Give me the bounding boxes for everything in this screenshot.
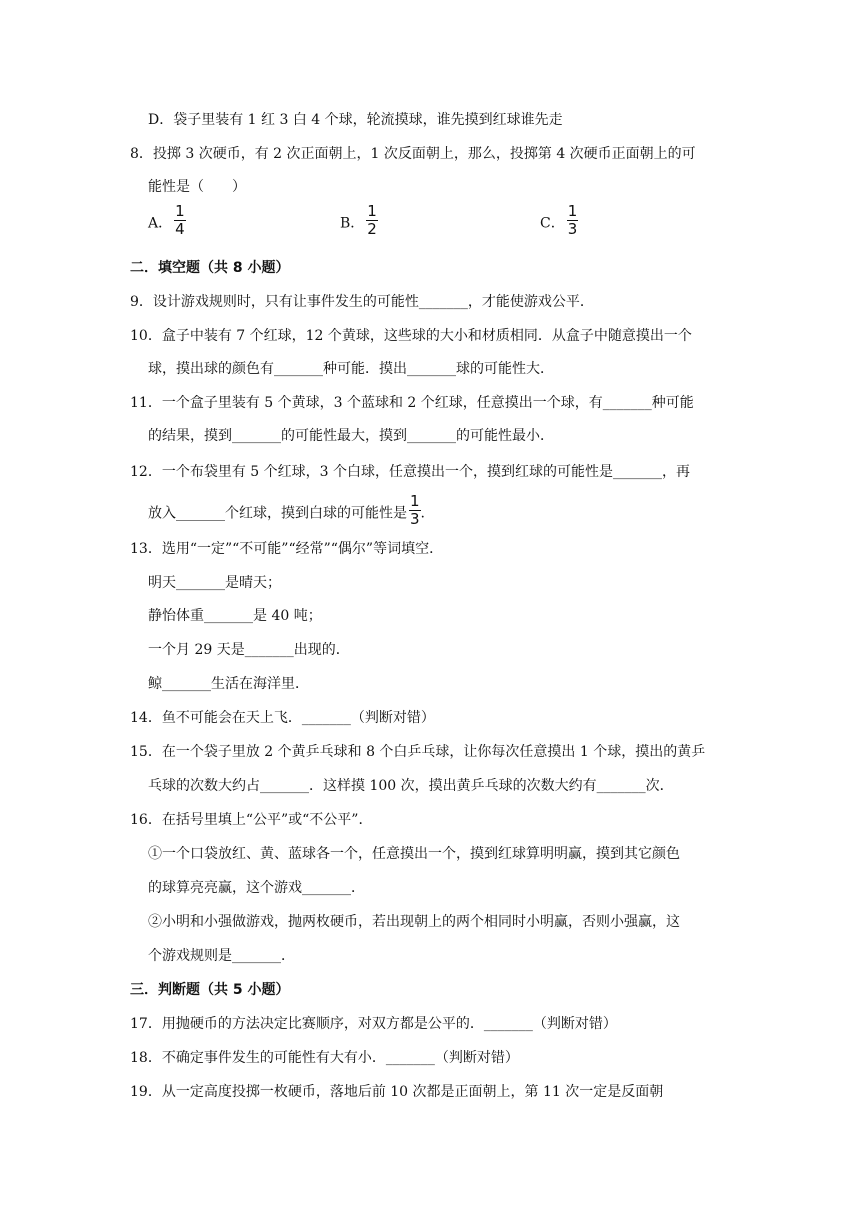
q16-part-1-line-1: ①一个口袋放红、黄、蓝球各一个，任意摸出一个，摸到红球算明明赢，摸到其它颜色: [148, 846, 680, 862]
q12-line-1: 12．一个布袋里有 5 个红球，3 个白球，任意摸出一个，摸到红球的可能性是_______，再: [130, 464, 690, 480]
q13-item-a: 明天_______是晴天；: [148, 575, 281, 591]
option-letter: B．: [340, 215, 365, 232]
fraction: $\frac{1}{4}$: [175, 202, 185, 238]
q8-option-a[interactable]: [148, 202, 186, 238]
fraction: $\frac{1}{3}$: [567, 202, 578, 238]
q16-part-1-line-2: 的球算亮亮赢，这个游戏_______．: [148, 880, 365, 896]
q18-line-1: 18．不确定事件发生的可能性有大有小．_______（判断对错）: [130, 1050, 519, 1066]
q16-part-2-line-2: 个游戏规则是_______．: [148, 948, 295, 964]
q17-line-1: 17．用抛硬币的方法决定比赛顺序，对双方都是公平的．_______（判断对错）: [130, 1016, 617, 1032]
q11-line-2: 的结果，摸到_______的可能性最大，摸到_______的可能性最小．: [148, 428, 554, 444]
q16-line-1: 16．在括号里填上“公平”或“不公平”．: [130, 812, 373, 828]
q8-line-2: 能性是（ ）: [148, 179, 246, 195]
q15-line-1: 15．在一个袋子里放 2 个黄乒乓球和 8 个白乒乓球，让你每次任意摸出 1 个球，摸出的黄乒: [130, 744, 706, 760]
q9-line-1: 9．设计游戏规则时，只有让事件发生的可能性_______，才能使游戏公平．: [130, 294, 594, 310]
q13-item-d: 鲸_______生活在海洋里．: [148, 676, 309, 692]
q11-line-1: 11．一个盒子里装有 5 个黄球，3 个蓝球和 2 个红球，任意摸出一个球，有_______种可能: [130, 395, 694, 411]
fraction: $\frac{1}{2}$: [367, 202, 377, 238]
option-letter: C．: [540, 215, 565, 232]
q13-item-b: 静怡体重_______是 40 吨；: [148, 608, 322, 624]
q10-line-2: 球，摸出球的颜色有_______种可能．摸出_______球的可能性大．: [148, 361, 554, 377]
q13-item-c: 一个月 29 天是_______出现的．: [148, 642, 350, 658]
q8-option-b[interactable]: [340, 202, 378, 238]
q10-line-1: 10．盒子中装有 7 个红球，12 个黄球，这些球的大小和材质相同．从盒子中随意摸出一个: [130, 328, 692, 344]
section-2-heading: 二．填空题（共 8 小题）: [130, 260, 290, 276]
q8-line-1: 8．投掷 3 次硬币，有 2 次正面朝上，1 次反面朝上，那么，投掷第 4 次硬币正面朝上的可: [130, 146, 696, 162]
q19-line-1: 19．从一定高度投掷一枚硬币，落地后前 10 次都是正面朝上，第 11 次一定是反面朝: [130, 1084, 664, 1100]
q15-line-2: 乓球的次数大约占_______．这样摸 100 次，摸出黄乒乓球的次数大约有_______次．: [148, 778, 674, 794]
q12-line-2: 放入_______个红球，摸到白球的可能性是 $\frac{1}{3}$ .: [148, 492, 425, 528]
option-letter: A．: [148, 215, 173, 232]
q16-part-2-line-1: ②小明和小强做游戏，抛两枚硬币，若出现朝上的两个相同时小明赢，否则小强赢，这: [148, 914, 680, 930]
q14-line-1: 14．鱼不可能会在天上飞．_______（判断对错）: [130, 710, 435, 726]
q8-option-c[interactable]: [540, 202, 578, 238]
q13-line-1: 13．选用“一定”“不可能”“经常”“偶尔”等词填空．: [130, 541, 444, 557]
q7-option-d: D．袋子里装有 1 红 3 白 4 个球，轮流摸球，谁先摸到红球谁先走: [148, 112, 563, 128]
section-3-heading: 三．判断题（共 5 小题）: [130, 982, 290, 998]
fraction: $\frac{1}{3}$: [410, 492, 420, 528]
